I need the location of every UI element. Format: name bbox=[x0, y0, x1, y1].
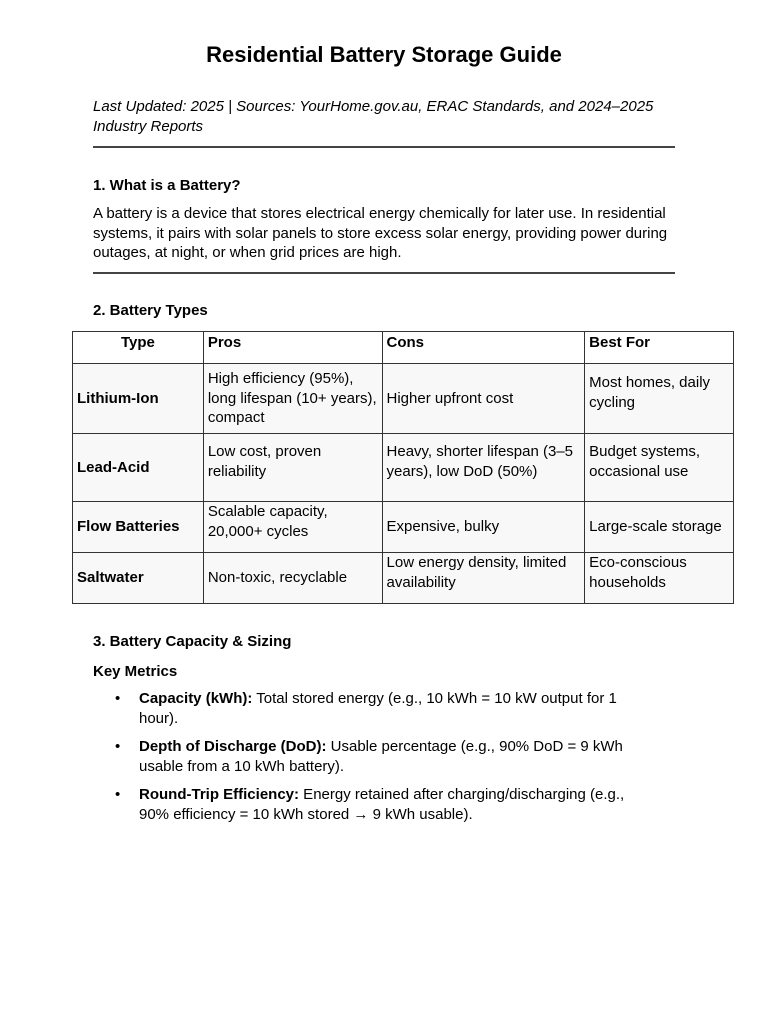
cell-type: Flow Batteries bbox=[73, 502, 204, 553]
column-header-type: Type bbox=[73, 332, 204, 364]
cell-best-for: Large-scale storage bbox=[585, 502, 734, 553]
cell-type: Saltwater bbox=[73, 553, 204, 604]
column-header-cons: Cons bbox=[382, 332, 585, 364]
column-header-best-for: Best For bbox=[585, 332, 734, 364]
cell-pros: High efficiency (95%), long lifespan (10+ years), compact bbox=[203, 364, 382, 434]
table-row bbox=[73, 364, 734, 434]
table-row bbox=[73, 553, 734, 604]
cell-pros: Scalable capacity, 20,000+ cycles bbox=[203, 502, 382, 553]
section-body-what-is-battery: A battery is a device that stores electrical energy chemically for later use. In residential systems, it pairs with solar panels to store excess solar energy, providing power during outages, at night, or when grid prices are high. bbox=[93, 205, 668, 261]
metric-description: Energy retained after charging/discharging (e.g., 90% efficiency = 10 kWh stored → 9 kWh usable). bbox=[139, 786, 625, 823]
list-item bbox=[93, 785, 653, 824]
section-heading-capacity-sizing: 3. Battery Capacity & Sizing bbox=[93, 633, 292, 650]
column-header-pros: Pros bbox=[203, 332, 382, 364]
list-item bbox=[93, 737, 653, 776]
metric-description: Usable percentage (e.g., 90% DoD = 9 kWh usable from a 10 kWh battery). bbox=[139, 738, 623, 775]
table-row bbox=[73, 502, 734, 553]
battery-types-table bbox=[72, 331, 734, 604]
bullet-icon: • bbox=[115, 690, 121, 707]
cell-type: Lead-Acid bbox=[73, 434, 204, 502]
table-header-row bbox=[73, 332, 734, 364]
cell-best-for: Budget systems, occasional use bbox=[585, 434, 734, 502]
cell-cons: Heavy, shorter lifespan (3–5 years), low DoD (50%) bbox=[382, 434, 585, 502]
metric-term: Capacity (kWh): bbox=[139, 690, 253, 707]
section-heading-battery-types: 2. Battery Types bbox=[93, 302, 208, 319]
metric-term: Depth of Discharge (DoD): bbox=[139, 738, 327, 755]
table-row bbox=[73, 434, 734, 502]
cell-cons: Expensive, bulky bbox=[382, 502, 585, 553]
cell-best-for: Eco-conscious households bbox=[585, 553, 734, 604]
subheading-key-metrics: Key Metrics bbox=[93, 663, 178, 680]
cell-cons: Low energy density, limited availability bbox=[382, 553, 585, 604]
cell-type: Lithium-Ion bbox=[73, 364, 204, 434]
cell-pros: Low cost, proven reliability bbox=[203, 434, 382, 502]
metric-description: Total stored energy (e.g., 10 kWh = 10 kW output for 1 hour). bbox=[139, 690, 617, 727]
bullet-icon: • bbox=[115, 738, 121, 755]
page-title: Residential Battery Storage Guide bbox=[206, 42, 562, 67]
key-metrics-list bbox=[93, 689, 653, 833]
section-heading-what-is-battery: 1. What is a Battery? bbox=[93, 177, 241, 194]
list-item bbox=[93, 689, 653, 728]
section-divider bbox=[93, 146, 675, 148]
bullet-icon: • bbox=[115, 786, 121, 803]
section-divider bbox=[93, 272, 675, 274]
cell-cons: Higher upfront cost bbox=[382, 364, 585, 434]
cell-best-for: Most homes, daily cycling bbox=[585, 364, 734, 434]
document-meta: Last Updated: 2025 | Sources: YourHome.gov.au, ERAC Standards, and 2024–2025 Industry Reports bbox=[93, 98, 654, 135]
metric-term: Round-Trip Efficiency: bbox=[139, 786, 300, 803]
cell-pros: Non-toxic, recyclable bbox=[203, 553, 382, 604]
